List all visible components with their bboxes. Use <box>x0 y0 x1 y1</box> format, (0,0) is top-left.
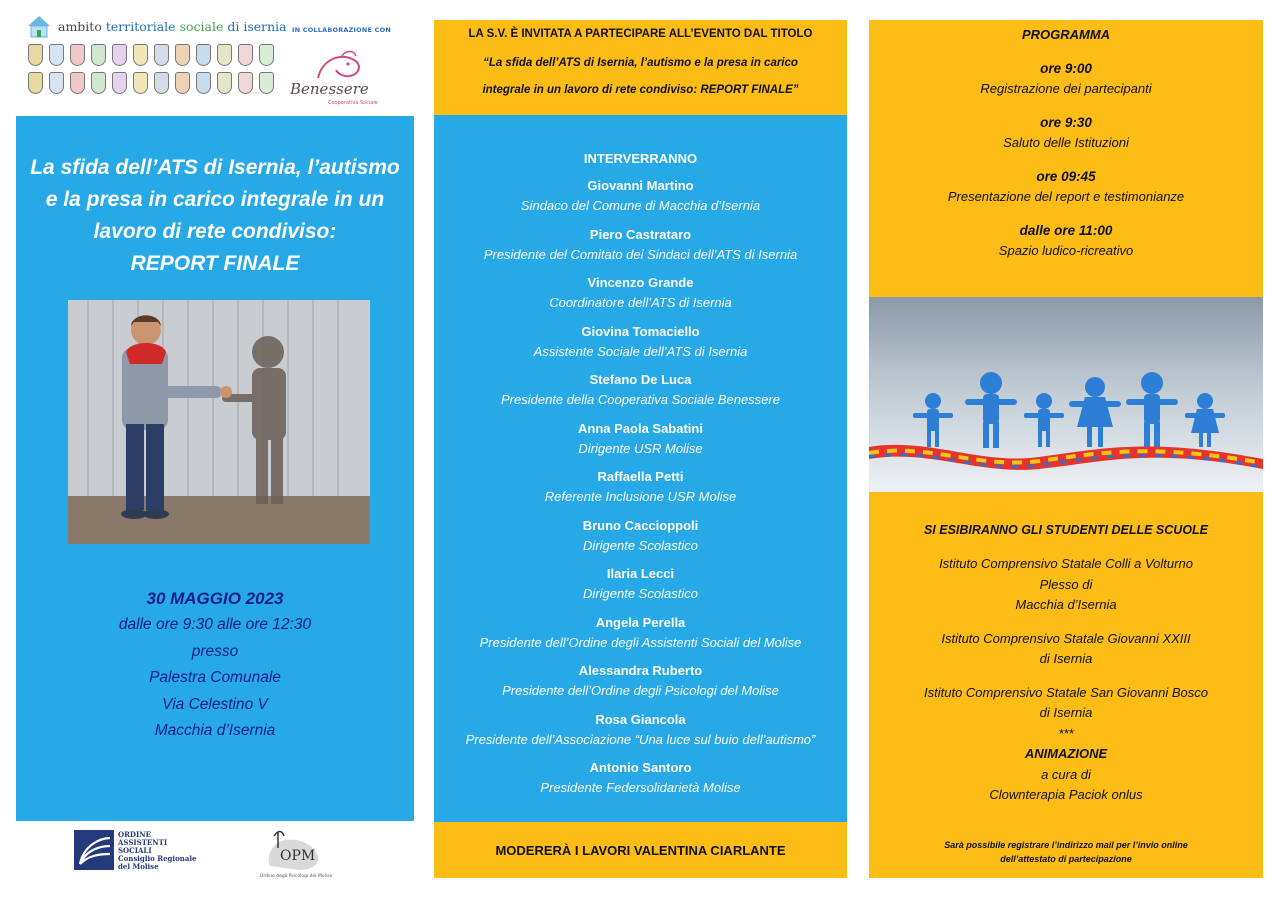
ats-brand-word: ambito <box>58 18 102 34</box>
speaker-name: Alessandra Ruberto <box>578 663 703 678</box>
municipal-crest-icon <box>133 44 148 66</box>
opm-name: OPM <box>280 848 316 864</box>
programme-heading: PROGRAMMA <box>1021 27 1111 42</box>
oas-text-line: ORDINE <box>118 830 151 839</box>
speaker-role: Presidente del Comitato dei Sindaci dell’ATS di Isernia <box>483 246 798 262</box>
programme-box <box>869 20 1263 297</box>
municipal-crest-icon <box>133 72 148 94</box>
speaker-item <box>434 419 847 468</box>
speakers-list <box>434 176 847 807</box>
speaker-name: Giovina Tomaciello <box>581 323 700 339</box>
speaker-item <box>434 225 847 274</box>
child-shadow-photo <box>68 300 370 544</box>
animation-line: Clownterapia Paciok onlus <box>989 787 1143 802</box>
speaker-item <box>434 273 847 322</box>
municipal-crest-icon <box>91 72 106 94</box>
ordine-psicologi-logo <box>256 826 336 880</box>
municipal-crest-icon <box>175 72 190 94</box>
schools-box <box>869 492 1263 878</box>
event-title-line: REPORT FINALE <box>130 252 300 275</box>
event-venue: Palestra Comunale <box>149 669 281 686</box>
collab-label: IN COLLABORAZIONE CON <box>292 26 391 34</box>
programme-item <box>869 112 1263 166</box>
header-logos <box>26 14 416 109</box>
speaker-item <box>434 370 847 419</box>
invitation-title-line: integrale in un lavoro di rete condiviso: REPORT FINALE” <box>482 84 799 96</box>
registration-note-line: dell’attestato di partecipazione <box>1000 854 1132 864</box>
municipal-crest-icon <box>49 44 64 66</box>
programme-time: ore 9:00 <box>1040 61 1092 76</box>
municipal-crest-icon <box>154 72 169 94</box>
programme-desc: Saluto delle Istituzioni <box>1003 135 1129 150</box>
moderator-text: MODERERÀ I LAVORI VALENTINA CIARLANTE <box>495 843 786 858</box>
municipal-crest-icon <box>217 72 232 94</box>
speaker-name: Ilaria Lecci <box>606 566 675 581</box>
speaker-item <box>434 564 847 613</box>
speaker-role: Presidente dell’Ordine degli Psicologi del Molise <box>502 683 779 698</box>
speaker-item <box>434 176 847 225</box>
oas-text-line: ASSISTENTI <box>118 838 168 847</box>
municipal-crest-icon <box>238 72 253 94</box>
event-title-line: La sfida dell’ATS di Isernia, l’autismo <box>30 156 400 179</box>
event-title-line: lavoro di rete condiviso: <box>93 220 337 243</box>
event-title-line: e la presa in carico integrale in un <box>45 188 385 211</box>
programme-desc: Presentazione del report e testimonianze <box>947 189 1185 204</box>
programme-desc: Registrazione dei partecipanti <box>980 81 1152 96</box>
speaker-item <box>434 467 847 516</box>
speaker-name: Stefano De Luca <box>589 372 692 387</box>
invitation-header: LA S.V. È INVITATA A PARTECIPARE ALL’EVENTO DAL TITOLO <box>468 28 813 40</box>
speaker-role: Dirigente Scolastico <box>583 537 698 553</box>
animation-line: a cura di <box>1041 766 1091 782</box>
event-town: Macchia d’Isernia <box>154 722 276 739</box>
speakers-panel <box>434 115 847 822</box>
speaker-name: Rosa Giancola <box>595 711 686 727</box>
benessere-logo <box>288 48 388 108</box>
oas-emblem-icon <box>74 830 114 870</box>
municipal-crest-icon <box>112 44 127 66</box>
speaker-item <box>434 516 847 565</box>
municipal-crest-icon <box>49 72 64 94</box>
school-line: di Isernia <box>1039 705 1093 720</box>
speaker-role: Assistente Sociale dell’ATS di Isernia <box>533 343 748 359</box>
municipal-crest-icon <box>70 72 85 94</box>
municipal-crest-icon <box>196 44 211 66</box>
ats-brand-word: di isernia <box>227 18 287 34</box>
speaker-role: Coordinatore dell’ATS di Isernia <box>549 295 732 310</box>
municipal-crest-icon <box>112 72 127 94</box>
ats-brand-word: sociale <box>179 18 224 34</box>
speaker-name: Bruno Caccioppoli <box>582 517 699 533</box>
benessere-sub: Cooperativa Sociale <box>328 100 378 106</box>
municipal-crest-icon <box>28 72 43 94</box>
programme-time: ore 09:45 <box>1036 169 1096 184</box>
invitation-title <box>434 50 847 104</box>
moderator-box <box>434 822 847 878</box>
speaker-name: Giovanni Martino <box>587 178 694 193</box>
municipal-crest-icon <box>70 44 85 66</box>
ordine-assistenti-sociali-logo <box>74 830 214 874</box>
programme-desc: Spazio ludico-ricreativo <box>998 243 1134 258</box>
oas-text <box>118 831 196 871</box>
speaker-role: Dirigente Scolastico <box>583 586 698 601</box>
event-cover-panel <box>16 116 414 821</box>
opm-caption: Ordine degli Psicologi del Molise <box>259 874 333 879</box>
paper-dolls-puzzle-image <box>869 297 1263 492</box>
speaker-item <box>434 710 847 759</box>
event-date: 30 MAGGIO 2023 <box>146 589 284 608</box>
house-logo-icon <box>26 14 52 38</box>
speaker-name: Angela Perella <box>595 614 686 630</box>
municipal-crest-icon <box>91 44 106 66</box>
programme-item <box>869 166 1263 220</box>
speaker-role: Presidente della Cooperativa Sociale Benessere <box>501 392 780 407</box>
event-time: dalle ore 9:30 alle ore 12:30 <box>118 616 312 633</box>
schools-heading: SI ESIBIRANNO GLI STUDENTI DELLE SCUOLE <box>923 523 1209 537</box>
speaker-name: Anna Paola Sabatini <box>578 420 703 436</box>
event-details <box>16 586 414 745</box>
animation-heading: ANIMAZIONE <box>1024 746 1108 761</box>
municipal-crest-icon <box>28 44 43 66</box>
municipal-crest-icon <box>154 44 169 66</box>
municipal-crest-icon <box>259 44 274 66</box>
oas-text-line: SOCIALI <box>118 846 152 855</box>
programme-list <box>869 58 1263 274</box>
programme-item <box>869 220 1263 274</box>
ats-brand-text <box>58 19 287 34</box>
programme-time: dalle ore 11:00 <box>1019 223 1113 238</box>
school-line: Istituto Comprensivo Statale San Giovanni Bosco <box>924 684 1208 700</box>
invitation-box <box>434 20 847 115</box>
speaker-role: Presidente Federsolidarietà Molise <box>540 780 741 795</box>
programme-time: ore 9:30 <box>1040 115 1092 130</box>
speaker-item <box>434 613 847 662</box>
municipal-crest-icon <box>175 44 190 66</box>
speaker-role: Sindaco del Comune di Macchia d’Isernia <box>520 198 761 213</box>
municipal-crest-icon <box>238 44 253 66</box>
separator-stars: *** <box>1058 725 1074 741</box>
school-line: Istituto Comprensivo Statale Colli a Volturno <box>939 556 1193 571</box>
event-title <box>16 152 414 280</box>
speaker-name: Vincenzo Grande <box>587 275 694 290</box>
oas-text-line: Consiglio Regionale <box>118 854 197 863</box>
event-presso: presso <box>191 642 239 660</box>
speaker-item <box>434 322 847 371</box>
invitation-title-line: “La sfida dell’ATS di Isernia, l’autismo e la presa in carico <box>483 57 798 69</box>
municipal-crest-icon <box>196 72 211 94</box>
municipal-crest-icon <box>259 72 274 94</box>
registration-note-line: Sarà possibile registrare l’indirizzo mail per l’invio online <box>944 840 1188 850</box>
speaker-name: Antonio Santoro <box>589 760 692 775</box>
school-line: Plesso di <box>1039 576 1093 592</box>
schools-list <box>869 554 1263 806</box>
school-line: Istituto Comprensivo Statale Giovanni XXIII <box>941 630 1191 646</box>
municipality-crests <box>28 44 283 94</box>
speaker-item <box>434 758 847 807</box>
benessere-name: Benessere <box>290 80 369 98</box>
speaker-name: Raffaella Petti <box>597 469 684 484</box>
speaker-role: Presidente dell’Ordine degli Assistenti Sociali del Molise <box>479 634 802 650</box>
municipal-crest-icon <box>217 44 232 66</box>
registration-note <box>869 838 1263 866</box>
event-street: Via Celestino V <box>162 695 268 713</box>
opm-emblem-icon <box>256 826 336 874</box>
ats-brand-word: territoriale <box>105 18 176 34</box>
speaker-role: Referente Inclusione USR Molise <box>544 489 737 504</box>
speaker-item <box>434 661 847 710</box>
oas-text-line: del Molise <box>118 862 159 871</box>
speaker-name: Piero Castrataro <box>589 226 692 242</box>
speakers-heading: INTERVERRANNO <box>583 151 698 166</box>
programme-item <box>869 58 1263 112</box>
speaker-role: Presidente dell’Associazione “Una luce sul buio dell’autismo” <box>465 731 816 747</box>
speaker-role: Dirigente USR Molise <box>578 440 703 456</box>
school-line: di Isernia <box>1039 651 1093 666</box>
school-line: Macchia d’Isernia <box>1015 597 1117 612</box>
